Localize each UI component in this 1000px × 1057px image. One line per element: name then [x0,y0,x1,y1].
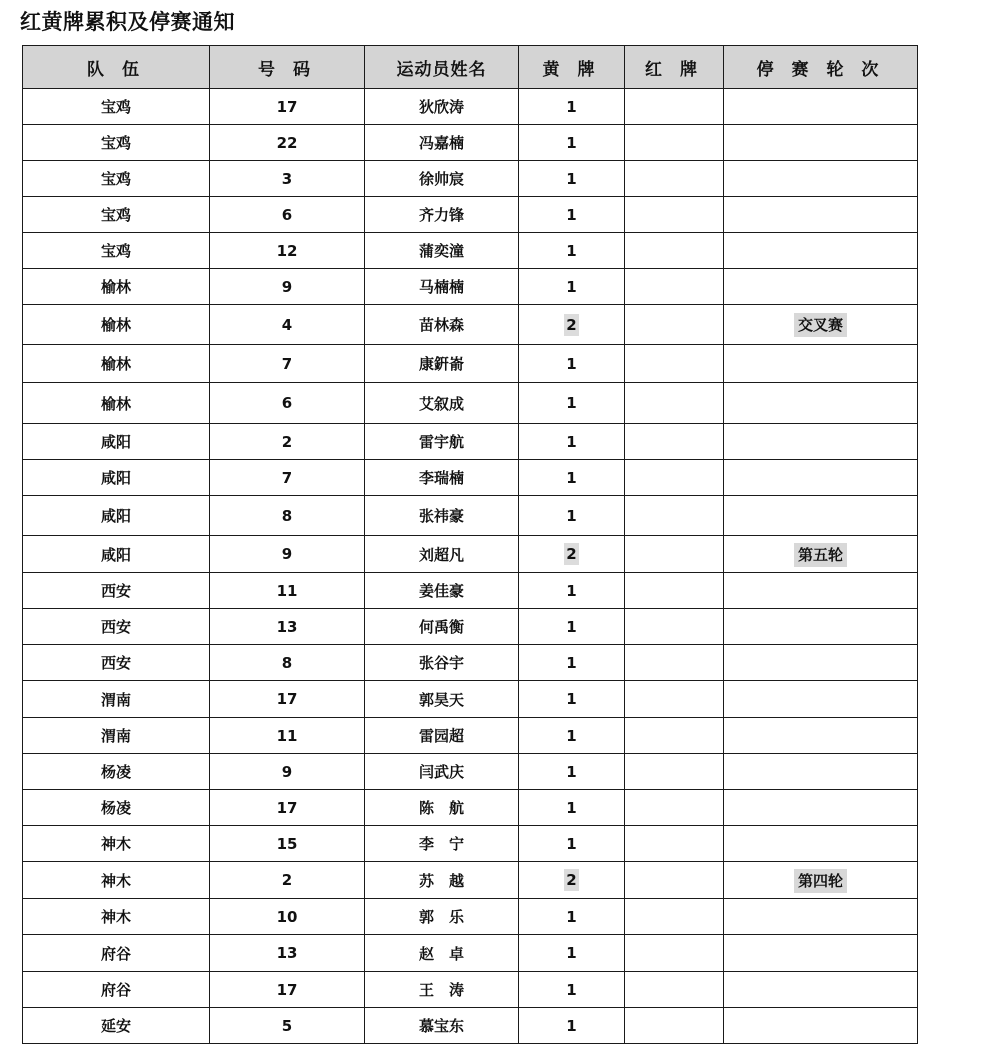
cell-team-value: 渭南 [100,690,131,709]
cell-yellow-cards [519,233,625,269]
cell-yellow-cards-value: 1 [566,432,577,451]
cell-yellow-cards-value: 1 [566,169,577,188]
cell-yellow-cards [519,718,625,754]
cell-red-cards [625,89,724,125]
cell-suspension-round [724,125,918,161]
table-body [23,89,918,1044]
cell-team [23,424,210,460]
cell-red-cards [625,573,724,609]
table-row [23,754,918,790]
cell-number [210,496,365,536]
table-row [23,935,918,972]
table-row [23,609,918,645]
cell-number [210,125,365,161]
table-row [23,681,918,718]
cell-team [23,89,210,125]
cell-yellow-cards-value: 1 [566,241,577,260]
cell-red-cards [625,935,724,972]
cell-team [23,233,210,269]
cell-suspension-round [724,826,918,862]
cell-player-name-value: 马楠楠 [418,278,464,296]
cell-yellow-cards-value: 1 [566,133,577,152]
cell-player-name-value: 苏 越 [418,871,464,890]
cell-team [23,305,210,345]
cell-player-name [365,197,519,233]
cell-player-name-value: 狄欣涛 [418,98,464,116]
cell-suspension-round [724,269,918,305]
cell-yellow-cards [519,197,625,233]
cell-yellow-cards-value: 1 [566,394,577,412]
cell-suspension-round [724,233,918,269]
cell-team-value: 延安 [100,1017,131,1035]
cell-number-value: 17 [276,97,298,116]
table-row [23,305,918,345]
cell-number [210,383,365,424]
cell-player-name [365,345,519,383]
table-row [23,460,918,496]
cell-yellow-cards-value: 1 [566,907,577,926]
cell-team [23,383,210,424]
cell-team [23,862,210,899]
cell-yellow-cards-value: 1 [566,690,577,708]
cell-yellow-cards [519,496,625,536]
table-row [23,536,918,573]
cell-team-value: 神木 [100,835,131,853]
cell-player-name-value: 康銒嵛 [418,355,464,373]
cell-red-cards [625,269,724,305]
cell-suspension-round [724,790,918,826]
cell-player-name [365,754,519,790]
cell-number [210,536,365,573]
table-row [23,862,918,899]
cell-player-name [365,609,519,645]
cell-yellow-cards [519,972,625,1008]
cell-number-value: 6 [281,394,293,412]
cell-player-name [365,383,519,424]
cell-number [210,754,365,790]
cell-number-value: 11 [276,581,298,600]
cell-team-value: 神木 [100,908,131,926]
cell-red-cards [625,125,724,161]
cell-number [210,1008,365,1044]
cell-team [23,197,210,233]
cell-team [23,269,210,305]
cell-player-name [365,269,519,305]
cell-team [23,496,210,536]
cell-yellow-cards [519,754,625,790]
cell-number [210,573,365,609]
header-player-name: 运动员姓名 [365,46,519,89]
cell-player-name [365,681,519,718]
cell-player-name-value: 冯嘉楠 [418,134,464,152]
cell-yellow-cards-value: 1 [566,468,577,487]
cell-team-value: 宝鸡 [100,134,131,152]
cell-suspension-round [724,899,918,935]
cell-player-name [365,1008,519,1044]
cell-team [23,609,210,645]
cell-suspension-round [724,754,918,790]
cell-yellow-cards-value: 1 [566,506,577,525]
cell-suspension-round [724,345,918,383]
cell-team-value: 杨凌 [100,763,131,781]
cell-player-name [365,718,519,754]
table-row [23,899,918,935]
cell-team [23,790,210,826]
cell-yellow-cards-value: 1 [566,944,577,962]
cell-number-value: 7 [281,354,293,373]
cell-suspension-round [724,161,918,197]
cell-yellow-cards-value: 2 [566,545,577,563]
cell-player-name-value: 姜佳豪 [418,582,464,600]
cell-yellow-cards-value: 1 [566,762,577,781]
cell-red-cards [625,899,724,935]
cell-yellow-cards [519,862,625,899]
cell-number-value: 6 [281,205,293,224]
cell-suspension-round-value: 交叉赛 [794,313,847,337]
cell-number [210,718,365,754]
cell-yellow-cards-value: 1 [566,205,577,224]
cell-player-name-value: 雷宇航 [418,433,464,451]
cell-red-cards [625,681,724,718]
cell-number [210,681,365,718]
cell-yellow-cards [519,536,625,573]
cell-number [210,609,365,645]
cell-team [23,125,210,161]
cell-yellow-cards [519,305,625,345]
table-row [23,1008,918,1044]
cell-red-cards [625,161,724,197]
cell-team [23,935,210,972]
cell-player-name [365,536,519,573]
cell-red-cards [625,718,724,754]
cell-player-name-value: 闫武庆 [418,763,464,781]
cell-team-value: 咸阳 [100,433,131,451]
cell-team-value: 宝鸡 [100,170,131,188]
cell-yellow-cards [519,269,625,305]
cell-suspension-round [724,645,918,681]
cell-team-value: 渭南 [100,727,131,745]
cell-team [23,754,210,790]
cell-suspension-round [724,935,918,972]
cell-number [210,899,365,935]
cell-team-value: 宝鸡 [100,98,131,116]
cell-team-value: 府谷 [100,944,131,963]
header-team: 队 伍 [23,46,210,89]
page-title: 红黄牌累积及停赛通知 [20,10,235,34]
cell-red-cards [625,424,724,460]
cell-number [210,197,365,233]
cell-player-name-value: 蒲奕潼 [418,242,464,260]
cell-red-cards [625,383,724,424]
cell-team-value: 府谷 [100,981,131,999]
cell-number-value: 3 [281,169,293,188]
cell-player-name [365,460,519,496]
cell-player-name [365,645,519,681]
cell-red-cards [625,645,724,681]
cell-red-cards [625,345,724,383]
cell-yellow-cards-value: 1 [566,980,577,999]
cell-player-name-value: 慕宝东 [418,1017,464,1035]
header-number: 号 码 [210,46,365,89]
cell-team [23,1008,210,1044]
cell-team-value: 宝鸡 [100,242,131,260]
cell-yellow-cards [519,826,625,862]
header-yellow-cards: 黄 牌 [519,46,625,89]
cell-player-name-value: 何禹衡 [418,618,464,636]
cell-number [210,826,365,862]
header-suspension-round: 停 赛 轮 次 [724,46,918,89]
cell-player-name [365,899,519,935]
cell-yellow-cards [519,345,625,383]
cell-team-value: 榆林 [100,316,131,334]
cell-team-value: 咸阳 [100,469,131,487]
cell-number [210,305,365,345]
cell-number-value: 9 [281,762,293,781]
cell-team-value: 西安 [100,618,131,636]
cell-suspension-round [724,681,918,718]
cell-team-value: 榆林 [100,394,131,413]
cell-yellow-cards-value: 2 [566,315,577,334]
cell-number-value: 8 [281,653,293,672]
cell-yellow-cards-value: 1 [566,354,577,373]
cell-player-name [365,305,519,345]
table-row [23,645,918,681]
cell-team [23,826,210,862]
cell-player-name-value: 苗林森 [418,316,464,334]
cell-player-name-value: 刘超凡 [418,545,464,564]
cell-red-cards [625,754,724,790]
cell-suspension-round [724,383,918,424]
cell-player-name-value: 艾叙成 [418,394,464,413]
cell-suspension-round [724,305,918,345]
table-row [23,125,918,161]
cell-player-name [365,424,519,460]
cell-number [210,972,365,1008]
cell-player-name-value: 陈 航 [418,799,464,817]
cell-player-name-value: 张祎豪 [418,507,464,525]
cell-suspension-round [724,536,918,573]
cell-number-value: 9 [281,277,293,296]
cell-yellow-cards [519,161,625,197]
cell-player-name [365,496,519,536]
cell-player-name [365,125,519,161]
table-row [23,197,918,233]
cell-red-cards [625,826,724,862]
cell-yellow-cards [519,383,625,424]
cell-suspension-round [724,424,918,460]
cell-number-value: 5 [281,1016,293,1035]
cell-red-cards [625,1008,724,1044]
cell-suspension-round [724,972,918,1008]
cell-player-name [365,935,519,972]
cell-suspension-round [724,496,918,536]
cell-number [210,269,365,305]
cell-suspension-round [724,573,918,609]
cell-player-name [365,790,519,826]
cell-red-cards [625,496,724,536]
cell-number-value: 11 [276,726,298,745]
cell-team [23,645,210,681]
cell-number-value: 4 [281,315,293,334]
cell-yellow-cards-value: 1 [566,653,577,672]
cell-team [23,972,210,1008]
cell-player-name-value: 徐帅宸 [418,170,464,188]
cell-player-name [365,972,519,1008]
table-row [23,345,918,383]
cell-number [210,862,365,899]
cell-player-name [365,161,519,197]
table-row [23,233,918,269]
cell-yellow-cards [519,424,625,460]
cell-player-name [365,89,519,125]
cell-yellow-cards [519,935,625,972]
cell-team [23,573,210,609]
cell-red-cards [625,197,724,233]
cell-team-value: 榆林 [100,278,131,296]
cell-number-value: 2 [281,432,293,451]
cell-number [210,233,365,269]
cell-red-cards [625,790,724,826]
cell-number [210,424,365,460]
cell-suspension-round-value: 第五轮 [794,543,847,567]
cell-player-name-value: 赵 卓 [418,944,464,963]
header-red-cards: 红 牌 [625,46,724,89]
table-row [23,269,918,305]
cell-yellow-cards [519,460,625,496]
table-row [23,383,918,424]
cell-team [23,718,210,754]
cell-team-value: 杨凌 [100,799,131,817]
cell-team-value: 神木 [100,871,131,890]
cell-team-value: 宝鸡 [100,206,131,224]
cell-team-value: 西安 [100,654,131,672]
cell-team-value: 西安 [100,582,131,600]
cell-yellow-cards-value: 1 [566,1016,577,1035]
cell-suspension-round [724,718,918,754]
table-row [23,89,918,125]
cell-player-name-value: 郭 乐 [418,908,464,926]
cell-team-value: 咸阳 [100,545,131,564]
cell-suspension-round [724,197,918,233]
cards-table [22,45,918,1044]
cell-player-name [365,233,519,269]
cell-yellow-cards [519,609,625,645]
cell-team [23,460,210,496]
cell-number-value: 8 [281,506,293,525]
cell-yellow-cards-value: 1 [566,798,577,817]
cell-number-value: 15 [276,834,298,853]
cell-number [210,345,365,383]
cell-team [23,681,210,718]
cell-red-cards [625,972,724,1008]
cell-yellow-cards-value: 1 [566,617,577,636]
cell-red-cards [625,862,724,899]
cell-player-name [365,862,519,899]
cell-number-value: 13 [276,944,298,962]
cell-player-name-value: 李瑞楠 [418,469,464,487]
table-row [23,424,918,460]
cell-yellow-cards [519,89,625,125]
table-row [23,496,918,536]
cell-red-cards [625,305,724,345]
cell-player-name [365,573,519,609]
cell-team-value: 榆林 [100,355,131,373]
cell-number-value: 2 [281,871,293,889]
cell-yellow-cards [519,790,625,826]
cell-red-cards [625,536,724,573]
cell-red-cards [625,233,724,269]
cell-suspension-round [724,862,918,899]
cell-player-name-value: 王 涛 [418,981,464,999]
cell-number-value: 10 [276,907,298,926]
cell-yellow-cards [519,125,625,161]
cell-number-value: 17 [276,690,298,708]
cell-yellow-cards [519,573,625,609]
cell-team [23,536,210,573]
cell-player-name-value: 齐力锋 [418,206,464,224]
table-row [23,972,918,1008]
cell-suspension-round-value: 第四轮 [794,869,847,893]
cell-number [210,460,365,496]
table-row [23,790,918,826]
header-row [23,46,918,89]
cell-player-name-value: 李 宁 [418,835,464,853]
cell-player-name-value: 雷园超 [418,727,464,745]
table-row [23,718,918,754]
cell-yellow-cards-value: 2 [566,871,577,889]
cell-suspension-round [724,609,918,645]
cell-number [210,935,365,972]
cell-number-value: 12 [276,241,298,260]
table-row [23,573,918,609]
cell-number-value: 9 [281,545,293,563]
table-row [23,826,918,862]
cell-team [23,161,210,197]
cell-suspension-round [724,89,918,125]
cell-team [23,899,210,935]
cell-yellow-cards [519,1008,625,1044]
cell-number [210,645,365,681]
cell-number-value: 17 [276,980,298,999]
cell-red-cards [625,460,724,496]
cell-yellow-cards-value: 1 [566,726,577,745]
cell-yellow-cards [519,681,625,718]
table-row [23,161,918,197]
cell-number-value: 13 [276,617,298,636]
cell-suspension-round [724,460,918,496]
cell-yellow-cards-value: 1 [566,277,577,296]
cell-suspension-round [724,1008,918,1044]
cell-player-name [365,826,519,862]
cell-yellow-cards-value: 1 [566,97,577,116]
cell-yellow-cards-value: 1 [566,581,577,600]
cell-player-name-value: 张谷宇 [418,654,464,672]
cell-team [23,345,210,383]
cell-player-name-value: 郭昊天 [418,690,464,709]
cell-yellow-cards [519,645,625,681]
cell-number-value: 17 [276,798,298,817]
cell-number [210,161,365,197]
cell-number-value: 22 [276,133,298,152]
cell-number [210,790,365,826]
cell-number [210,89,365,125]
cell-red-cards [625,609,724,645]
cell-number-value: 7 [281,468,293,487]
cell-yellow-cards [519,899,625,935]
cell-yellow-cards-value: 1 [566,834,577,853]
cell-team-value: 咸阳 [100,507,131,525]
